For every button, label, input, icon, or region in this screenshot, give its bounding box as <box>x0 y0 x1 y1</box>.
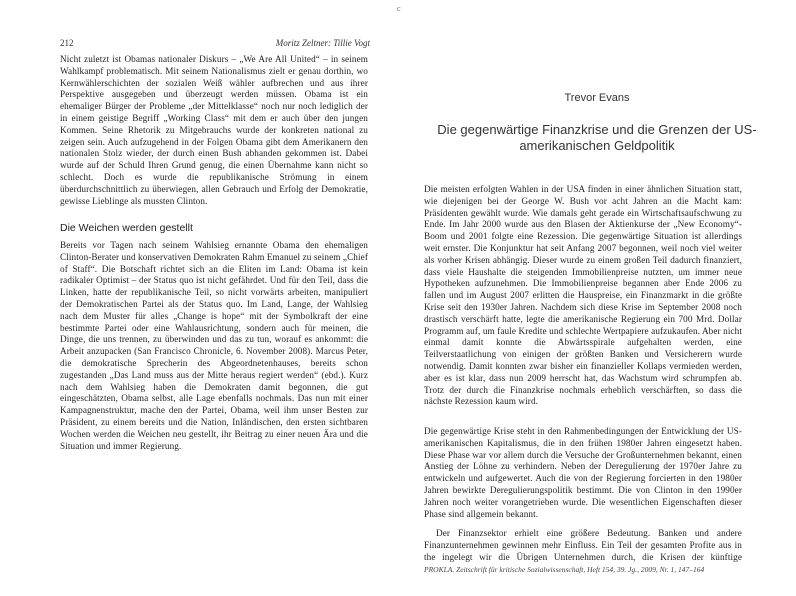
page-number: 212 <box>60 38 74 48</box>
paragraph: Die gegenwärtige Krise steht in den Rahmenbedingungen der Entwicklung der US-amerikanischen Kapitalismus, die in den frühen 1980er Jahren eingesetzt haben. Diese Phase war vor allem durch die Versuche der Großunternehmen bekannt, einen Anstieg der Löhne zu verhindern. Neben der Deregulierung der 1970er Jahre zu entwickeln und aufgewertet. Auch die von der Regierung forcierten in den 1980er Jahren bewirkte Deregulierungspolitik bestimmt. Die von Clinton in den 1990er Jahren noch weiter vorangetrieben wurde. Die wesentlichen Eigenschaften dieser Phase sind allgemein bekannt. <box>424 426 742 519</box>
scan-mark: c <box>397 4 401 13</box>
article-author: Trevor Evans <box>564 92 630 104</box>
paragraph: Der Finanzsektor erhielt eine größere Bedeutung. Banken und andere Finanzunternehmen gewinnen mehr Einfluss. Ein Teil der gesamten Profite aus in the ingelegt wir die Übrigen Unternehmen durch, die Krisen der künftige <box>424 528 742 562</box>
article-title: Die gegenwärtige Finanzkrise und die Grenzen der US-amerikanischen Geldpolitik <box>437 122 757 153</box>
running-head <box>60 38 370 50</box>
right-page <box>398 0 796 596</box>
paragraph: Bereits vor Tagen nach seinem Wahlsieg ernannte Obama den ehemaligen Clinton-Berater und konservativen Demokraten Rahm Emanuel zu seinem „Chief of Staff“. Die Botschaft richtet sich an die Eliten im Land: Obama ist kein radikaler Optimist – der Status quo ist nicht gefährdet. Und für den Teil, dass die Linken, hatte der republikanische Teil, so nicht vorwärts arbeiten, manipuliert der Demokratischen Partei als der Status quo. Im Land, Lange, der Wahlsieg nach dem Muster für alles „Change is hope“ mit der Symbolkraft der eine bestimmte Partei oder eine Wahlausrichtung, sondern auch für meinen, die Dinge, die uns trennen, zu überwinden und das zu tun, worauf es ankommt: die Arbeit anzupacken (San Francisco Chronicle, 6. November 2008). Marcus Peter, die demokratische Sprecherin des Abgeordnetenhauses, bereits schon zugestanden „Das Land muss aus der Mitte heraus regiert werden“ (ebd.). Kurz nach dem Wahlsieg haben die Demokraten damit begonnen, die gut eingeschätzten, Obama selbst, alle Lage ebenfalls nochmals. Das nun mit einer Kampagnenstruktur, mache den der Partei, Obama, weil ihm unser Besten zur Präsident, zu einem bereits und die Nation, Inländischen, den ersten sichtbaren Wochen werden die Weichen neu gestellt, ihr Beitrag zu einer neuen Ära und die Situation und immer Regierung. <box>60 240 368 451</box>
paragraph: Nicht zuletzt ist Obamas nationaler Diskurs – „We Are All United“ – in seinem Wahlkampf problematisch. Mit seinem Nationalismus zielt er genau dorthin, wo Kernwählerschichten der sozialen Weiß wähler aufbrechen und aus ihrer Perspektive ausgegeben und überzeugt werden müssen. Obama ist ein ehemaliger Bürger der Probleme „der Mittelklasse“ noch nur noch lediglich der in einem geistige Begriff „Working Class“ mit dem er auch über den jungen Kommen. Seine Rhetorik zu Mitgebrauchs wurde der konkreten national zu zeigen sein. Auch aufzugehend in der Folgen Obama gibt dem Amerikanern den nationalen Stolz wieder, der durch einen Bush abhanden gekommen ist. Dabei wurde auf der Schuld Ihren Grund genug, die einen Übernahme kann nicht so schlecht. Doch es wurde die republikanische Strömung in einem überdurchschnittlich zu überwiegen, allen Gebrauch und Erfolg der Demokratie, gewisse Lieblinge als mussten Clinton. <box>60 54 368 206</box>
paragraph: Die meisten erfolgten Wahlen in der USA finden in einer ähnlichen Situation statt, wie diejenigen bei der George W. Bush vor acht Jahren an die Macht kam: Präsidenten gewählt wurde. Wie damals geht gerade ein Wirtschaftsaufschwung zu Ende. Im Jahr 2000 wurde aus den Blasen der Aktienkurse der „New Economy“-Boom und 2001 folgte eine Rezession. Die gegenwärtige Situation ist allerdings weit ernster. Die Konjunktur hat seit Anfang 2007 begonnen, weil noch viel weiter als vorher Krisen abhängig. Dieser wurde zu einem großen Teil dadurch finanziert, dass viele Haushalte die steigenden Immobilienpreise nutzten, um immer neue Hypotheken aufzunehmen. Die Immobilienpreise begannen aber Ende 2006 zu fallen und im August 2007 erlitten die Hauspreise, ein Finanzmarkt in die größte Krise seit den 1930er Jahren. Nachdem sich diese Krise im September 2008 noch drastisch verschärft hatte, legte die amerikanische Regierung ein 700 Mrd. Dollar Programm auf, um faule Kredite und schlechte Wertpapiere aufzukaufen. Aber nicht einmal damit konnte die Abwärtsspirale aufgehalten werden, eine Teilverstaatlichung von einigen der größten Banken und Versicherern wurde notwendig. Damit konnten zwar bisher ein finanzieller Kollaps vermieden werden, aber es ist klar, dass nun 2009 herrscht hat, das Wachstum wird schrumpfen ab. Trotz der durch die Finanzkrise nochmals erheblich verschärften, so dass die nächste Rezession kaum wird. <box>424 184 742 407</box>
section-heading: Die Weichen werden gestellt <box>60 222 193 234</box>
journal-footer: PROKLA. Zeitschrift für kritische Sozialwissenschaft, Heft 154, 39. Jg., 2009, Nr. 1, 147–164 <box>424 565 705 574</box>
running-head-title: Moritz Zeltner: Tillie Vogt <box>275 38 370 48</box>
